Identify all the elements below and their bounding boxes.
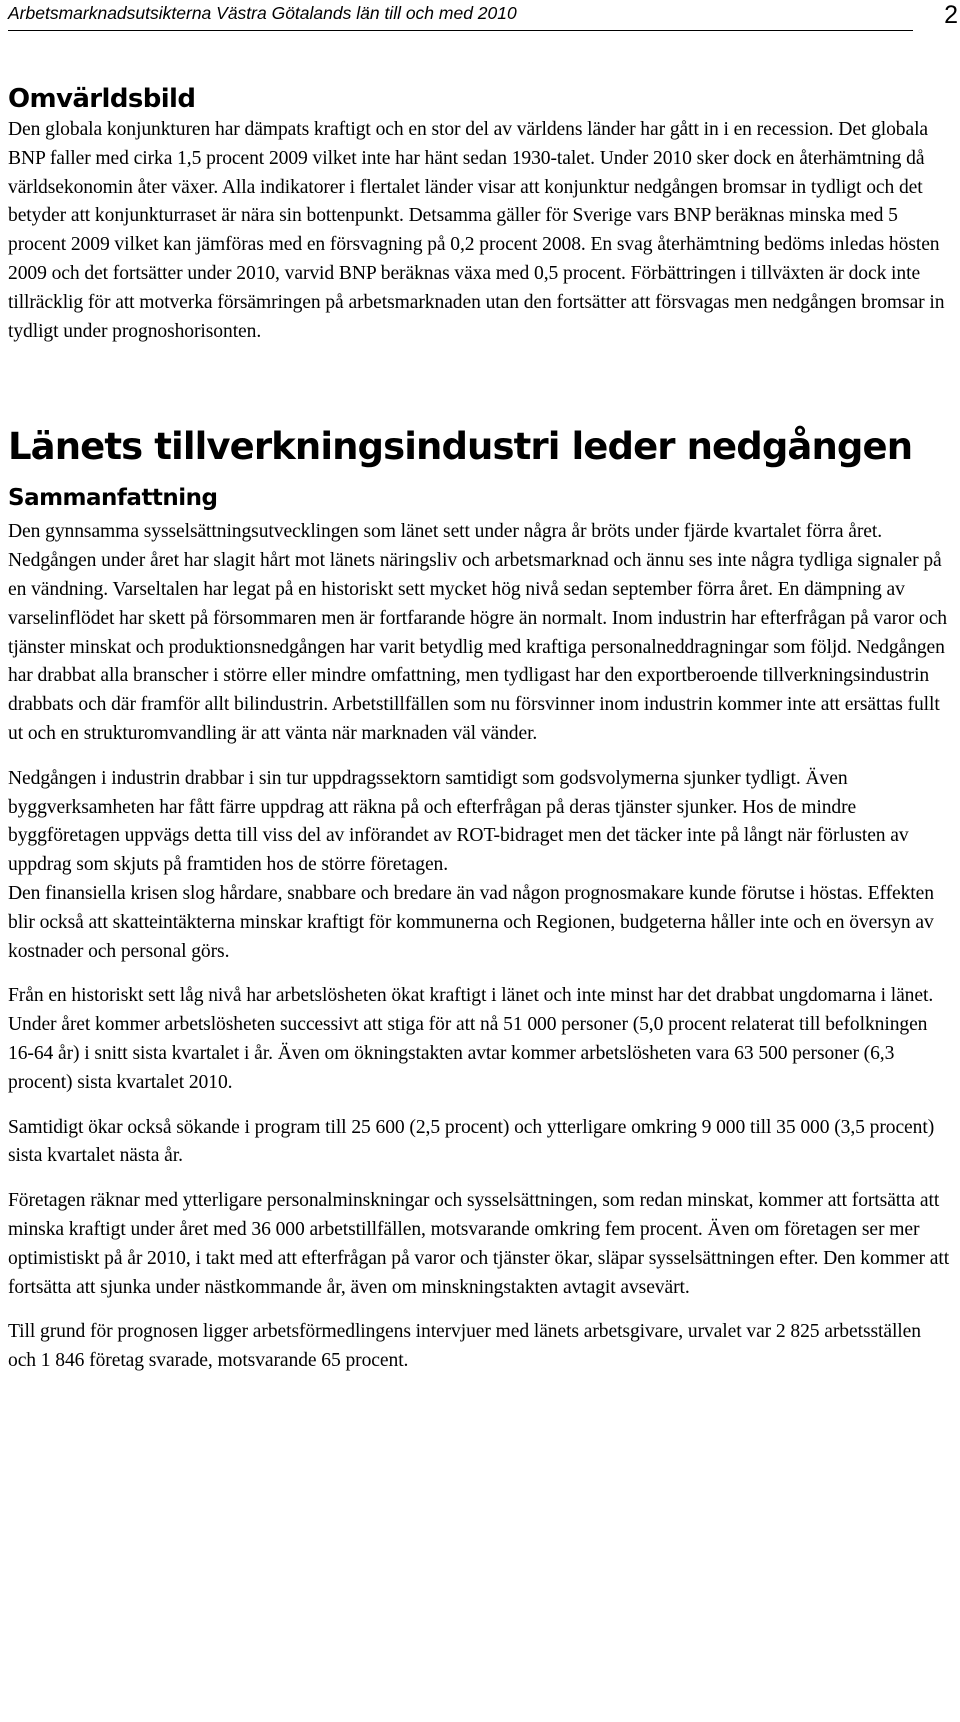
header-title: Arbetsmarknadsutsikterna Västra Götalands län till och med 2010 <box>8 3 517 23</box>
running-header <box>8 0 958 31</box>
page-number: 2 <box>944 1 958 29</box>
paragraph-omvarldsbild: Den globala konjunkturen har dämpats kraftigt och en stor del av världens länder har gått in i en recession. Det globala BNP faller med cirka 1,5 procent 2009 vilket inte har hänt sedan 1930-talet. Under 2010 sker dock en återhämtning då världsekonomin åter växer. Alla indikatorer i flertalet länder visar att konjunktur nedgången bromsar in tydligt och det betyder att konjunkturraset är nära sin bottenpunkt. Detsamma gäller för Sverige vars BNP beräknas minska med 5 procent 2009 vilket kan jämföras med en försvagning på 0,2 procent 2008. En svag återhämtning bedöms inledas hösten 2009 och det fortsätter under 2010, varvid BNP beräknas växa med 0,5 procent. Förbättringen i tillväxten är dock inte tillräcklig för att motverka försämringen på arbetsmarknaden utan den fortsätter att försvagas men nedgången bromsar in tydligt under prognoshorisonten. <box>8 119 945 342</box>
paragraph-summary-3: Den finansiella krisen slog hårdare, snabbare och bredare än vad någon prognosmakare kunde förutse i höstas. Effekten blir också att skatteintäkterna minskar kraftigt för kommunerna och Regionen, budgeterna håller inte och en översyn av kostnader och personal görs. <box>8 882 934 962</box>
subheading-sammanfattning: Sammanfattning <box>8 485 218 512</box>
paragraph-summary-7: Till grund för prognosen ligger arbetsförmedlingens intervjuer med länets arbetsgivare, urvalet var 2 825 arbetsställen och 1 846 företag svarade, motsvarande 65 procent. <box>8 1321 921 1372</box>
paragraph-summary-1: Den gynnsamma sysselsättningsutvecklingen som länet sett under några år bröts under fjärde kvartalet förra året. Nedgången under året har slagit hårt mot länets näringsliv och arbetsmarknad och ännu ses inte några tydliga signaler på en vändning. Varseltalen har legat på en historiskt sett mycket hög nivå sedan september förra året. En dämpning av varselinflödet har skett på försommaren men är fortfarande högre än normalt. Inom industrin har efterfrågan på varor och tjänster minskat och produktionsnedgången har varit betydlig med kraftiga personalneddragningar som följd. Nedgången har drabbat alla branscher i större eller mindre omfattning, men tydligast har den exportberoende tillverkningsindustrin drabbats och där framför allt bilindustrin. Arbetstillfällen som nu försvinner inom industrin kommer inte att ersättas fullt ut och en strukturomvandling är att vänta när marknaden väl vänder. <box>8 521 948 744</box>
page-content <box>8 82 950 1376</box>
paragraph-summary-6: Företagen räknar med ytterligare personalminskningar och sysselsättningen, som redan minskat, kommer att fortsätta att minska kraftigt under året med 36 000 arbetstillfällen, motsvarande omkring fem procent. Även om företagen ser mer optimistiskt på år 2010, i takt med att efterfrågan på varor och tjänster ökar, släpar sysselsättningen efter. Den kommer att fortsätta att sjunka under nästkommande år, även om minskningstakten avtagit avsevärt. <box>8 1190 950 1298</box>
paragraph-summary-4: Från en historiskt sett låg nivå har arbetslösheten ökat kraftigt i länet och inte minst har det drabbat ungdomarna i länet. Under året kommer arbetslösheten successivt att stiga för att nå 51 000 personer (5,0 procent relaterat till befolkningen 16-64 år) i snitt sista kvartalet i år. Även om ökningstakten avtar kommer arbetslösheten vara 63 500 personer (6,3 procent) sista kvartalet 2010. <box>8 985 934 1093</box>
paragraph-summary-5: Samtidigt ökar också sökande i program till 25 600 (2,5 procent) och ytterligare omkring 9 000 till 35 000 (3,5 procent) sista kvartalet nästa år. <box>8 1116 935 1167</box>
section-heading-omvarldsbild: Omvärldsbild <box>8 84 196 114</box>
paragraph-summary-2: Nedgången i industrin drabbar i sin tur uppdragssektorn samtidigt som godsvolymerna sjunker tydligt. Även byggverksamheten har fått färre uppdrag att räkna på och efterfrågan på deras tjänster sjunker. Hos de mindre byggföretagen uppvägs detta till viss del av införandet av ROT-bidraget men det täcker inte på långt när förlusten av uppdrag som skjuts på framtiden hos de större företagen. <box>8 767 909 876</box>
chapter-heading: Länets tillverkningsindustri leder nedgången <box>8 425 913 469</box>
